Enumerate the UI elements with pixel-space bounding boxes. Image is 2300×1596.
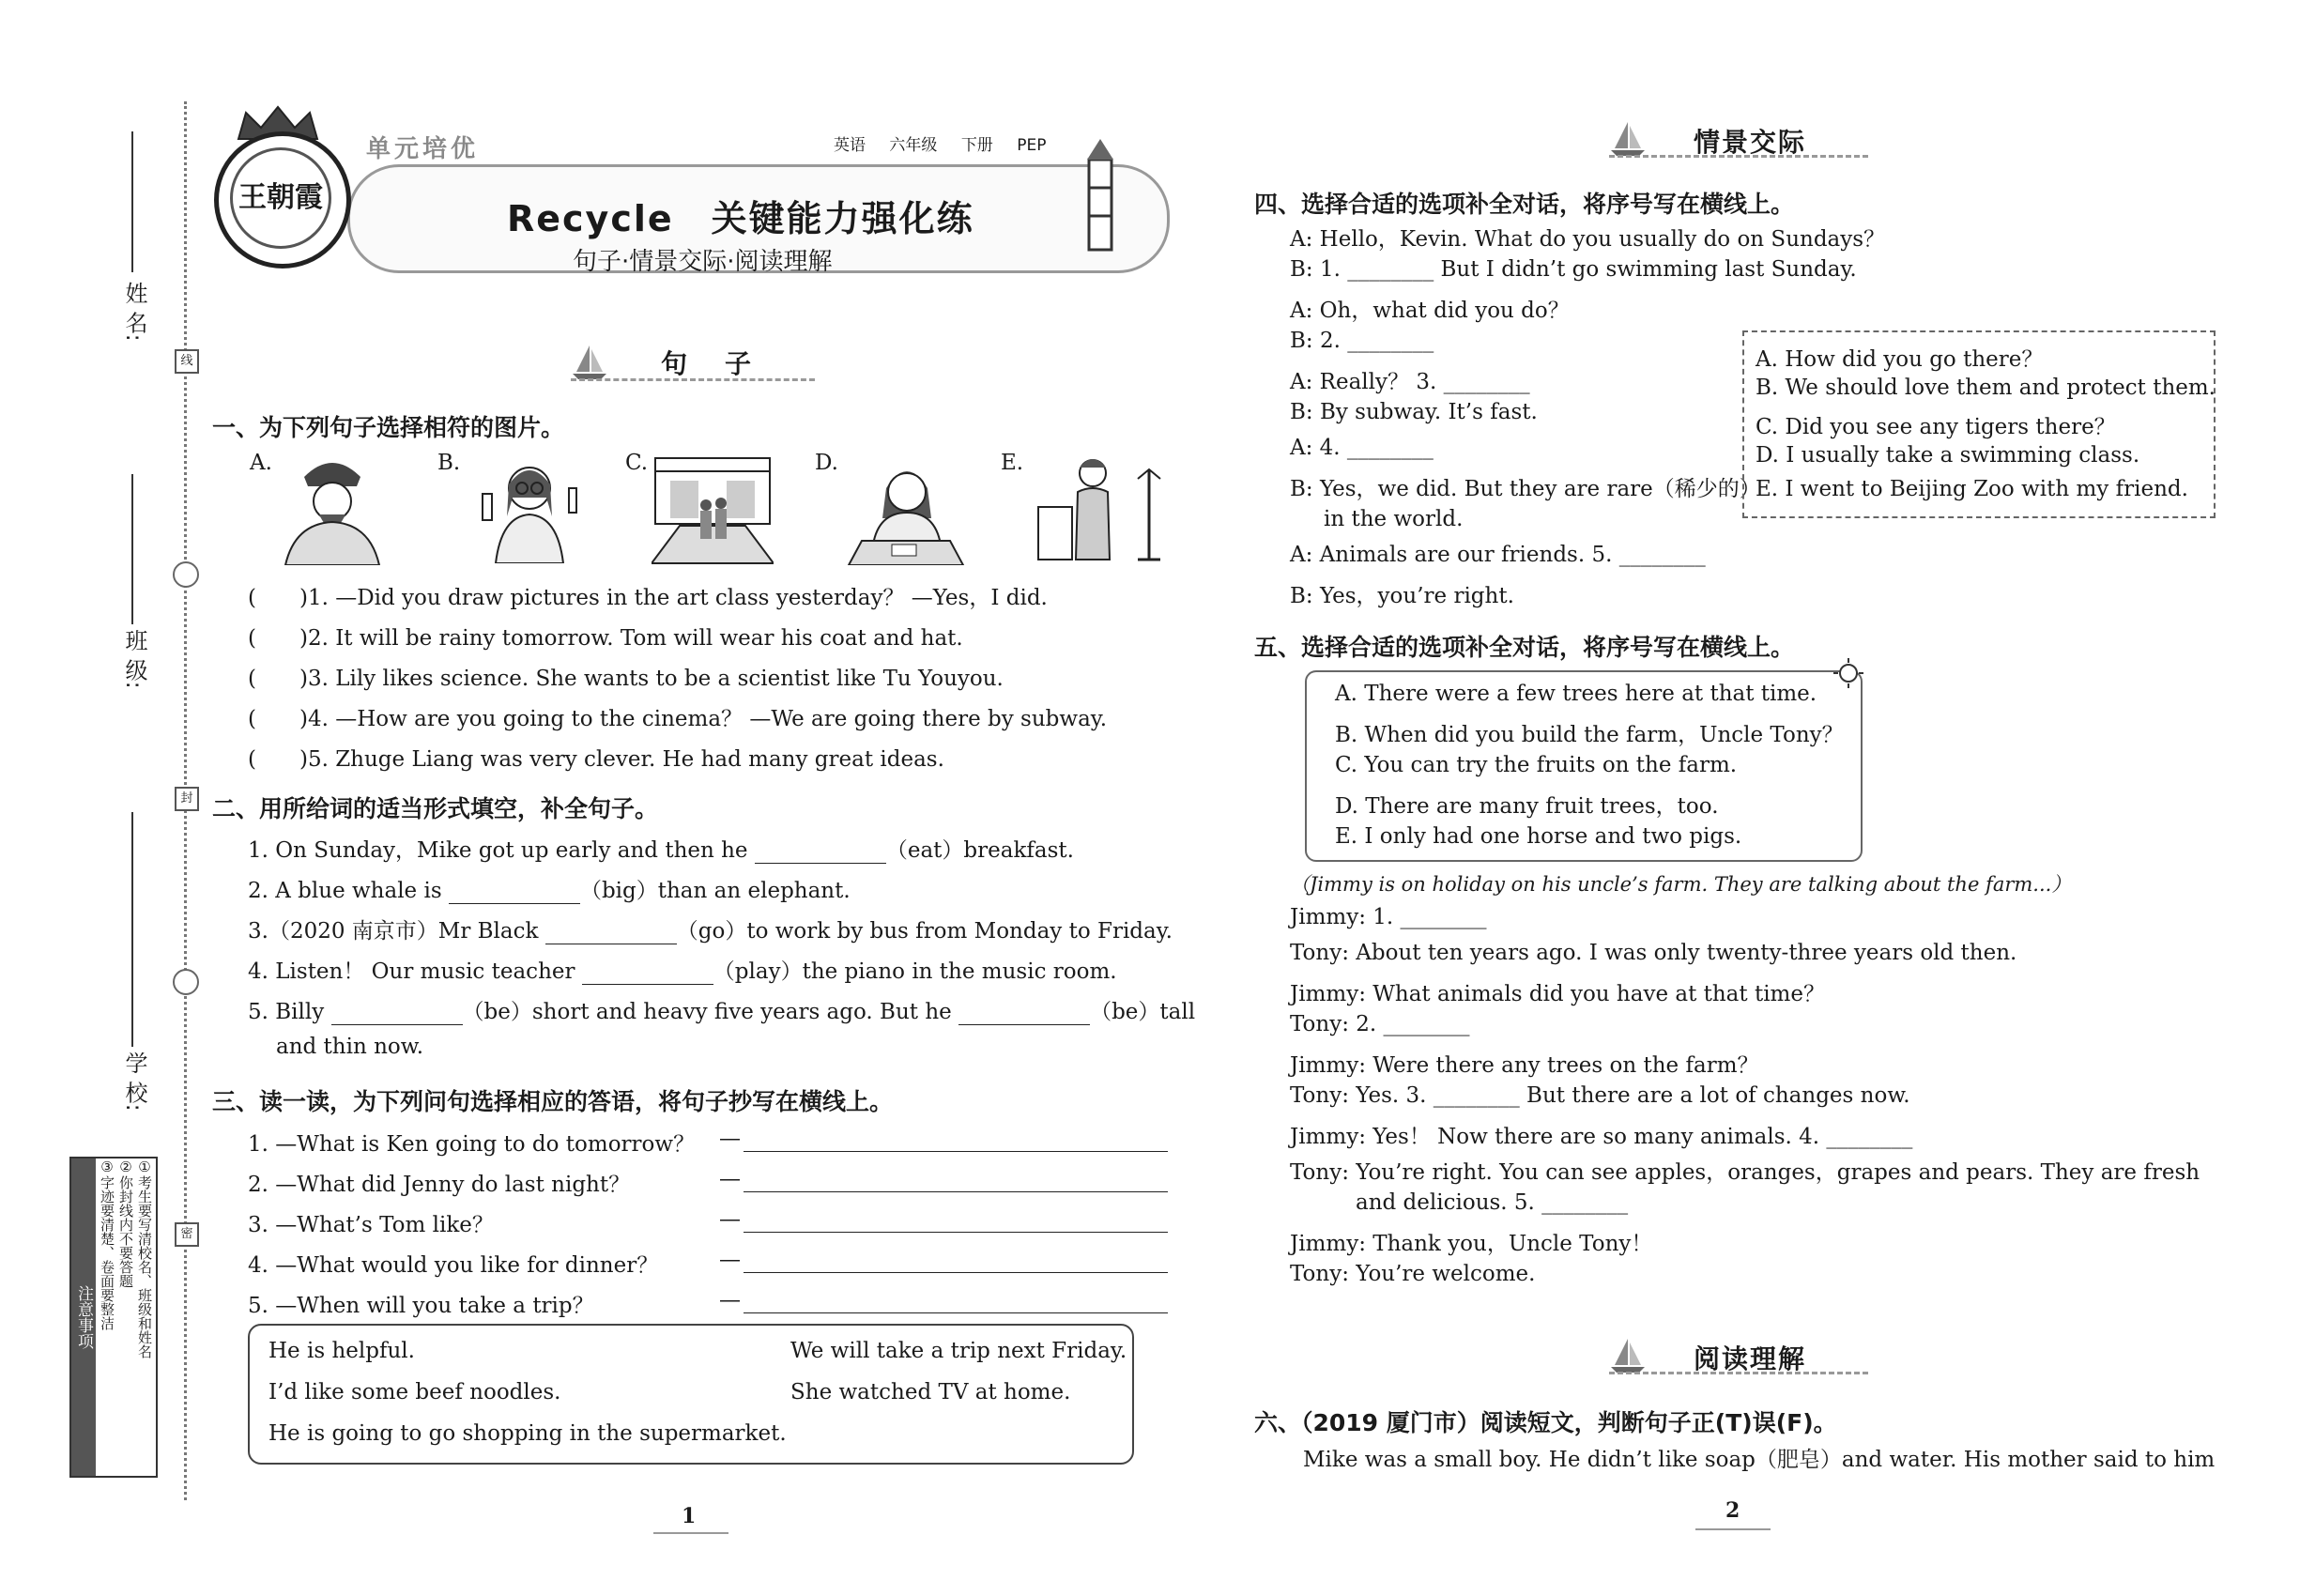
section-title: 阅读理解	[1694, 1343, 1807, 1374]
section-head-reading	[1609, 1333, 1868, 1380]
fill-blank[interactable]	[958, 1000, 1090, 1025]
fill-blank[interactable]	[449, 879, 580, 904]
seal-line: 线	[175, 349, 199, 374]
note-item: ①考生要写清校名、班级和姓名	[136, 1159, 153, 1358]
dialogue-line: Tony: You’re welcome.	[1290, 1262, 1536, 1286]
dialogue-line: Jimmy: Yes！ Now there are so many animals. 4. ________	[1290, 1125, 1913, 1149]
brand-name: 王朝霞	[230, 147, 331, 249]
dialogue-line: Tony: You’re right. You can see apples，oranges，grapes and pears. They are fresh	[1290, 1160, 2200, 1185]
question-3-item: 4. —What would you like for dinner？	[248, 1253, 659, 1278]
page-ornament	[1695, 1528, 1771, 1530]
book-meta	[834, 131, 1065, 155]
pic-label-a: A.	[250, 451, 272, 475]
dialogue-line: B: 1. ________ But I didn’t go swimming last Sunday.	[1290, 257, 1857, 282]
answer-line[interactable]	[744, 1232, 1168, 1233]
page-number-2: 2	[1725, 1498, 1740, 1523]
meta-volume: 下册	[960, 136, 993, 155]
option-item: C. Did you see any tigers there？	[1756, 415, 2116, 439]
sun-icon	[1832, 657, 1864, 689]
section-underline	[571, 378, 815, 381]
pic-label-b: B.	[437, 451, 461, 475]
answer-option: He is going to go shopping in the supermarket.	[268, 1421, 787, 1446]
seal-seal: 封	[175, 787, 199, 811]
question-6-title: 六、（2019 厦门市）阅读短文，判断句子正(T)误(F)。	[1254, 1409, 1837, 1436]
question-2-item: 3.（2020 南京市）Mr Black （go）to work by bus from Monday to Friday.	[248, 919, 1173, 944]
dialogue-line: Jimmy: Thank you，Uncle Tony！	[1290, 1232, 1653, 1256]
question-3-item: 3. —What’s Tom like？	[248, 1213, 494, 1237]
class-field[interactable]	[131, 474, 133, 624]
picture-b[interactable]	[468, 451, 590, 563]
fill-blank[interactable]	[582, 959, 713, 985]
page-subtitle: 句子·情景交际·阅读理解	[573, 248, 833, 276]
reading-text: Mike was a small boy. He didn’t like soap（肥皂）and water. His mother said to him	[1303, 1448, 2216, 1472]
brand-badge	[214, 131, 351, 269]
section-title: 句 子	[661, 348, 758, 379]
meta-edition: PEP	[1017, 136, 1047, 155]
dialogue-line: Tony: About ten years ago. I was only twenty-three years old then.	[1290, 941, 2017, 965]
dialogue-line: Jimmy: What animals did you have at that time？	[1290, 982, 1825, 1006]
option-item: D. I usually take a swimming class.	[1756, 443, 2140, 468]
option-item: E. I only had one horse and two pigs.	[1335, 824, 1742, 849]
dialogue-line: B: By subway. It’s fast.	[1290, 400, 1538, 424]
dialogue-line: Tony: 2. ________	[1290, 1012, 1470, 1036]
answer-line[interactable]	[744, 1191, 1168, 1192]
lighthouse-icon	[1081, 131, 1119, 253]
answer-line[interactable]	[744, 1272, 1168, 1273]
question-5-title: 五、选择合适的选项补全对话，将序号写在横线上。	[1254, 634, 1795, 661]
dialogue-line: Jimmy: 1. ________	[1290, 905, 1487, 929]
pic-label-c: C.	[625, 451, 649, 475]
school-field[interactable]	[131, 812, 133, 1047]
series-label: 单元培优	[366, 135, 480, 163]
picture-a[interactable]	[276, 449, 389, 565]
note-item: ②你封线内不要答题	[117, 1159, 134, 1288]
notes-box	[69, 1157, 158, 1478]
question-4-title: 四、选择合适的选项补全对话，将序号写在横线上。	[1254, 191, 1795, 218]
dialogue-line: and delicious. 5. ________	[1356, 1190, 1629, 1215]
question-1-item: ( )2. It will be rainy tomorrow. Tom will wear his coat and hat.	[248, 626, 963, 651]
answer-dash: —	[719, 1167, 741, 1191]
question-2-title: 二、用所给词的适当形式填空，补全句子。	[212, 795, 659, 822]
answer-option: I’d like some beef noodles.	[268, 1380, 561, 1404]
name-label: 姓 名:	[121, 282, 147, 342]
seal-secret: 密	[175, 1222, 199, 1247]
section-title: 情景交际	[1694, 127, 1807, 158]
dialogue-line: A: Animals are our friends. 5. ________	[1290, 543, 1706, 567]
page-ornament	[653, 1532, 728, 1534]
answer-option: He is helpful.	[268, 1339, 415, 1363]
section-head-dialogue	[1609, 116, 1868, 163]
pic-label-d: D.	[815, 451, 838, 475]
picture-c[interactable]	[652, 453, 774, 565]
notes-title: 注意事项	[71, 1159, 96, 1476]
q4-options-box	[1742, 330, 2216, 518]
option-item: E. I went to Beijing Zoo with my friend.	[1756, 477, 2188, 501]
note-item: ③字迹要清楚、卷面要整洁	[99, 1159, 115, 1330]
question-3-item: 5. —When will you take a trip？	[248, 1294, 594, 1318]
sailboat-icon	[571, 342, 608, 379]
question-2-item: 1. On Sunday，Mike got up early and then he （eat）breakfast.	[248, 838, 1074, 863]
dialogue-line: A: Oh，what did you do？	[1290, 299, 1570, 323]
option-item: D. There are many fruit trees，too.	[1335, 794, 1719, 819]
dialogue-line: Jimmy: Were there any trees on the farm？	[1290, 1053, 1759, 1078]
dialogue-line: B: Yes，we did. But they are rare（稀少的）	[1290, 477, 1761, 501]
notes-list	[98, 1159, 154, 1476]
question-2-item: 2. A blue whale is （big）than an elephant.	[248, 879, 851, 903]
question-1-item: ( )3. Lily likes science. She wants to be a scientist like Tu Youyou.	[248, 667, 1004, 691]
question-2-item: 4. Listen！ Our music teacher （play）the piano in the music room.	[248, 959, 1117, 984]
answer-dash: —	[719, 1248, 741, 1272]
question-1-item: ( )1. —Did you draw pictures in the art class yesterday？ —Yes，I did.	[248, 586, 1048, 610]
picture-e[interactable]	[1036, 451, 1168, 563]
dialogue-line: B: Yes，you’re right.	[1290, 584, 1514, 608]
meta-subject: 英语	[834, 136, 866, 155]
option-item: A. There were a few trees here at that time.	[1335, 682, 1817, 706]
question-3-title: 三、读一读，为下列问句选择相应的答语，将句子抄写在横线上。	[212, 1088, 894, 1115]
class-label: 班 级:	[121, 629, 147, 689]
dialogue-line: B: 2. ________	[1290, 329, 1434, 353]
question-3-item: 1. —What is Ken going to do tomorrow？	[248, 1132, 696, 1157]
page-number-1: 1	[682, 1504, 697, 1528]
option-item: B. When did you build the farm，Uncle Tony？	[1335, 723, 1844, 747]
fill-blank[interactable]	[755, 838, 886, 864]
fill-blank[interactable]	[331, 1000, 463, 1025]
question-2-continuation: and thin now.	[276, 1035, 424, 1059]
dialogue-line: Tony: Yes. 3. ________ But there are a lot of changes now.	[1290, 1083, 1910, 1108]
dialogue-intro: （Jimmy is on holiday on his uncle’s farm. They are talking about the farm...）	[1290, 873, 2072, 896]
dialogue-line: A: 4. ________	[1290, 436, 1434, 460]
dialogue-line: A: Really？ 3. ________	[1290, 370, 1530, 394]
answer-dash: —	[719, 1207, 741, 1232]
binding-hole	[173, 561, 199, 588]
school-label: 学 校:	[121, 1051, 147, 1112]
answer-options-box	[248, 1324, 1134, 1465]
answer-line[interactable]	[744, 1151, 1168, 1152]
pic-label-e: E.	[1001, 451, 1024, 475]
q5-options-box	[1305, 670, 1863, 862]
option-item: A. How did you go there？	[1756, 347, 2044, 372]
question-1-item: ( )5. Zhuge Liang was very clever. He had many great ideas.	[248, 747, 944, 772]
option-item: B. We should love them and protect them.	[1756, 376, 2216, 400]
dialogue-line: A: Hello，Kevin. What do you usually do on Sundays？	[1290, 227, 1886, 252]
sailboat-icon	[1609, 118, 1647, 156]
binding-hole	[173, 969, 199, 995]
question-2-item: 5. Billy （be）short and heavy five years ago. But he （be）tall	[248, 1000, 1196, 1024]
question-3-item: 2. —What did Jenny do last night？	[248, 1173, 631, 1197]
name-field[interactable]	[131, 131, 133, 272]
page-title: Recycle 关键能力强化练	[507, 198, 974, 239]
section-head-sentences	[571, 340, 815, 387]
question-1-title: 一、为下列句子选择相符的图片。	[212, 414, 565, 441]
answer-option: We will take a trip next Friday.	[790, 1339, 1127, 1363]
answer-option: She watched TV at home.	[790, 1380, 1071, 1404]
answer-line[interactable]	[744, 1312, 1168, 1313]
option-item: C. You can try the fruits on the farm.	[1335, 753, 1738, 777]
section-underline	[1609, 155, 1868, 158]
picture-d[interactable]	[845, 451, 967, 565]
fill-blank[interactable]	[545, 919, 677, 944]
answer-dash: —	[719, 1288, 741, 1312]
sailboat-icon	[1609, 1335, 1647, 1373]
answer-dash: —	[719, 1127, 741, 1151]
section-underline	[1609, 1372, 1868, 1374]
dialogue-line: in the world.	[1324, 507, 1464, 531]
question-1-item: ( )4. —How are you going to the cinema？ —We are going there by subway.	[248, 707, 1108, 731]
meta-grade: 六年级	[889, 136, 938, 155]
